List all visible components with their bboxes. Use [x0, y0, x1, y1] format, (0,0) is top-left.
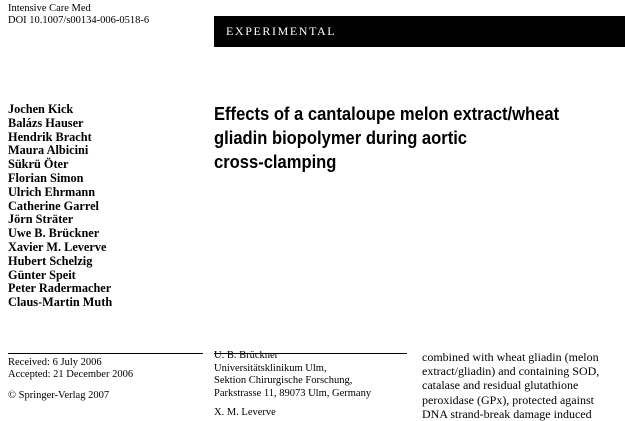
author-name: Peter Radermacher: [8, 281, 112, 296]
section-banner: [214, 16, 625, 47]
abstract-line: DNA strand-break damage induced: [422, 406, 592, 421]
section-label: EXPERIMENTAL: [226, 24, 337, 38]
author-list: [8, 103, 112, 310]
address-line: Universitätsklinikum Ulm,: [214, 362, 327, 374]
author-name: Maura Albicini: [8, 143, 89, 158]
abstract-line: catalase and residual glutathione: [422, 378, 579, 393]
author-name: Uwe B. Brückner: [8, 226, 100, 241]
title-line: cross-clamping: [214, 152, 337, 172]
received-date: Received: 6 July 2006: [8, 357, 102, 368]
author-name: Sükrü Öter: [8, 157, 69, 172]
address-line: Sektion Chirurgische Forschung,: [214, 375, 353, 386]
author-name: Hubert Schelzig: [8, 253, 93, 268]
article-title: [214, 102, 587, 174]
abstract-text: [422, 350, 599, 421]
journal-info: [8, 3, 149, 27]
abstract-line: combined with wheat gliadin (melon: [422, 350, 599, 364]
abstract-line: extract/gliadin) and containing SOD,: [422, 364, 600, 379]
divider-left: [8, 353, 203, 354]
author-name: Jochen Kick: [8, 102, 74, 116]
correspondence-address: [214, 350, 371, 400]
address-line: Parkstrasse 11, 89073 Ulm, Germany: [214, 387, 372, 399]
accepted-date: Accepted: 21 December 2006: [8, 369, 134, 380]
article-dates: [8, 357, 133, 381]
author-name: Ulrich Ehrmann: [8, 184, 96, 199]
title-line: Effects of a cantaloupe melon extract/wheat: [214, 104, 560, 124]
author-name: Hendrik Bracht: [8, 129, 92, 144]
next-author-name: X. M. Leverve: [214, 407, 276, 418]
author-name: Xavier M. Leverve: [8, 239, 107, 254]
author-name: Jörn Sträter: [8, 212, 74, 227]
abstract-line: peroxidase (GPx), protected against: [422, 392, 594, 407]
author-name: Catherine Garrel: [8, 198, 99, 213]
author-name: Florian Simon: [8, 170, 84, 185]
journal-doi: DOI 10.1007/s00134-006-0518-6: [8, 15, 150, 26]
author-name: Günter Speit: [8, 267, 76, 282]
address-line: U. B. Brückner: [214, 350, 279, 361]
author-name: Claus-Martin Muth: [8, 295, 113, 310]
title-line: gliadin biopolymer during aortic: [214, 128, 468, 148]
author-name: Balázs Hauser: [8, 115, 84, 130]
copyright-notice: © Springer-Verlag 2007: [8, 390, 110, 401]
journal-name: Intensive Care Med: [8, 3, 91, 14]
